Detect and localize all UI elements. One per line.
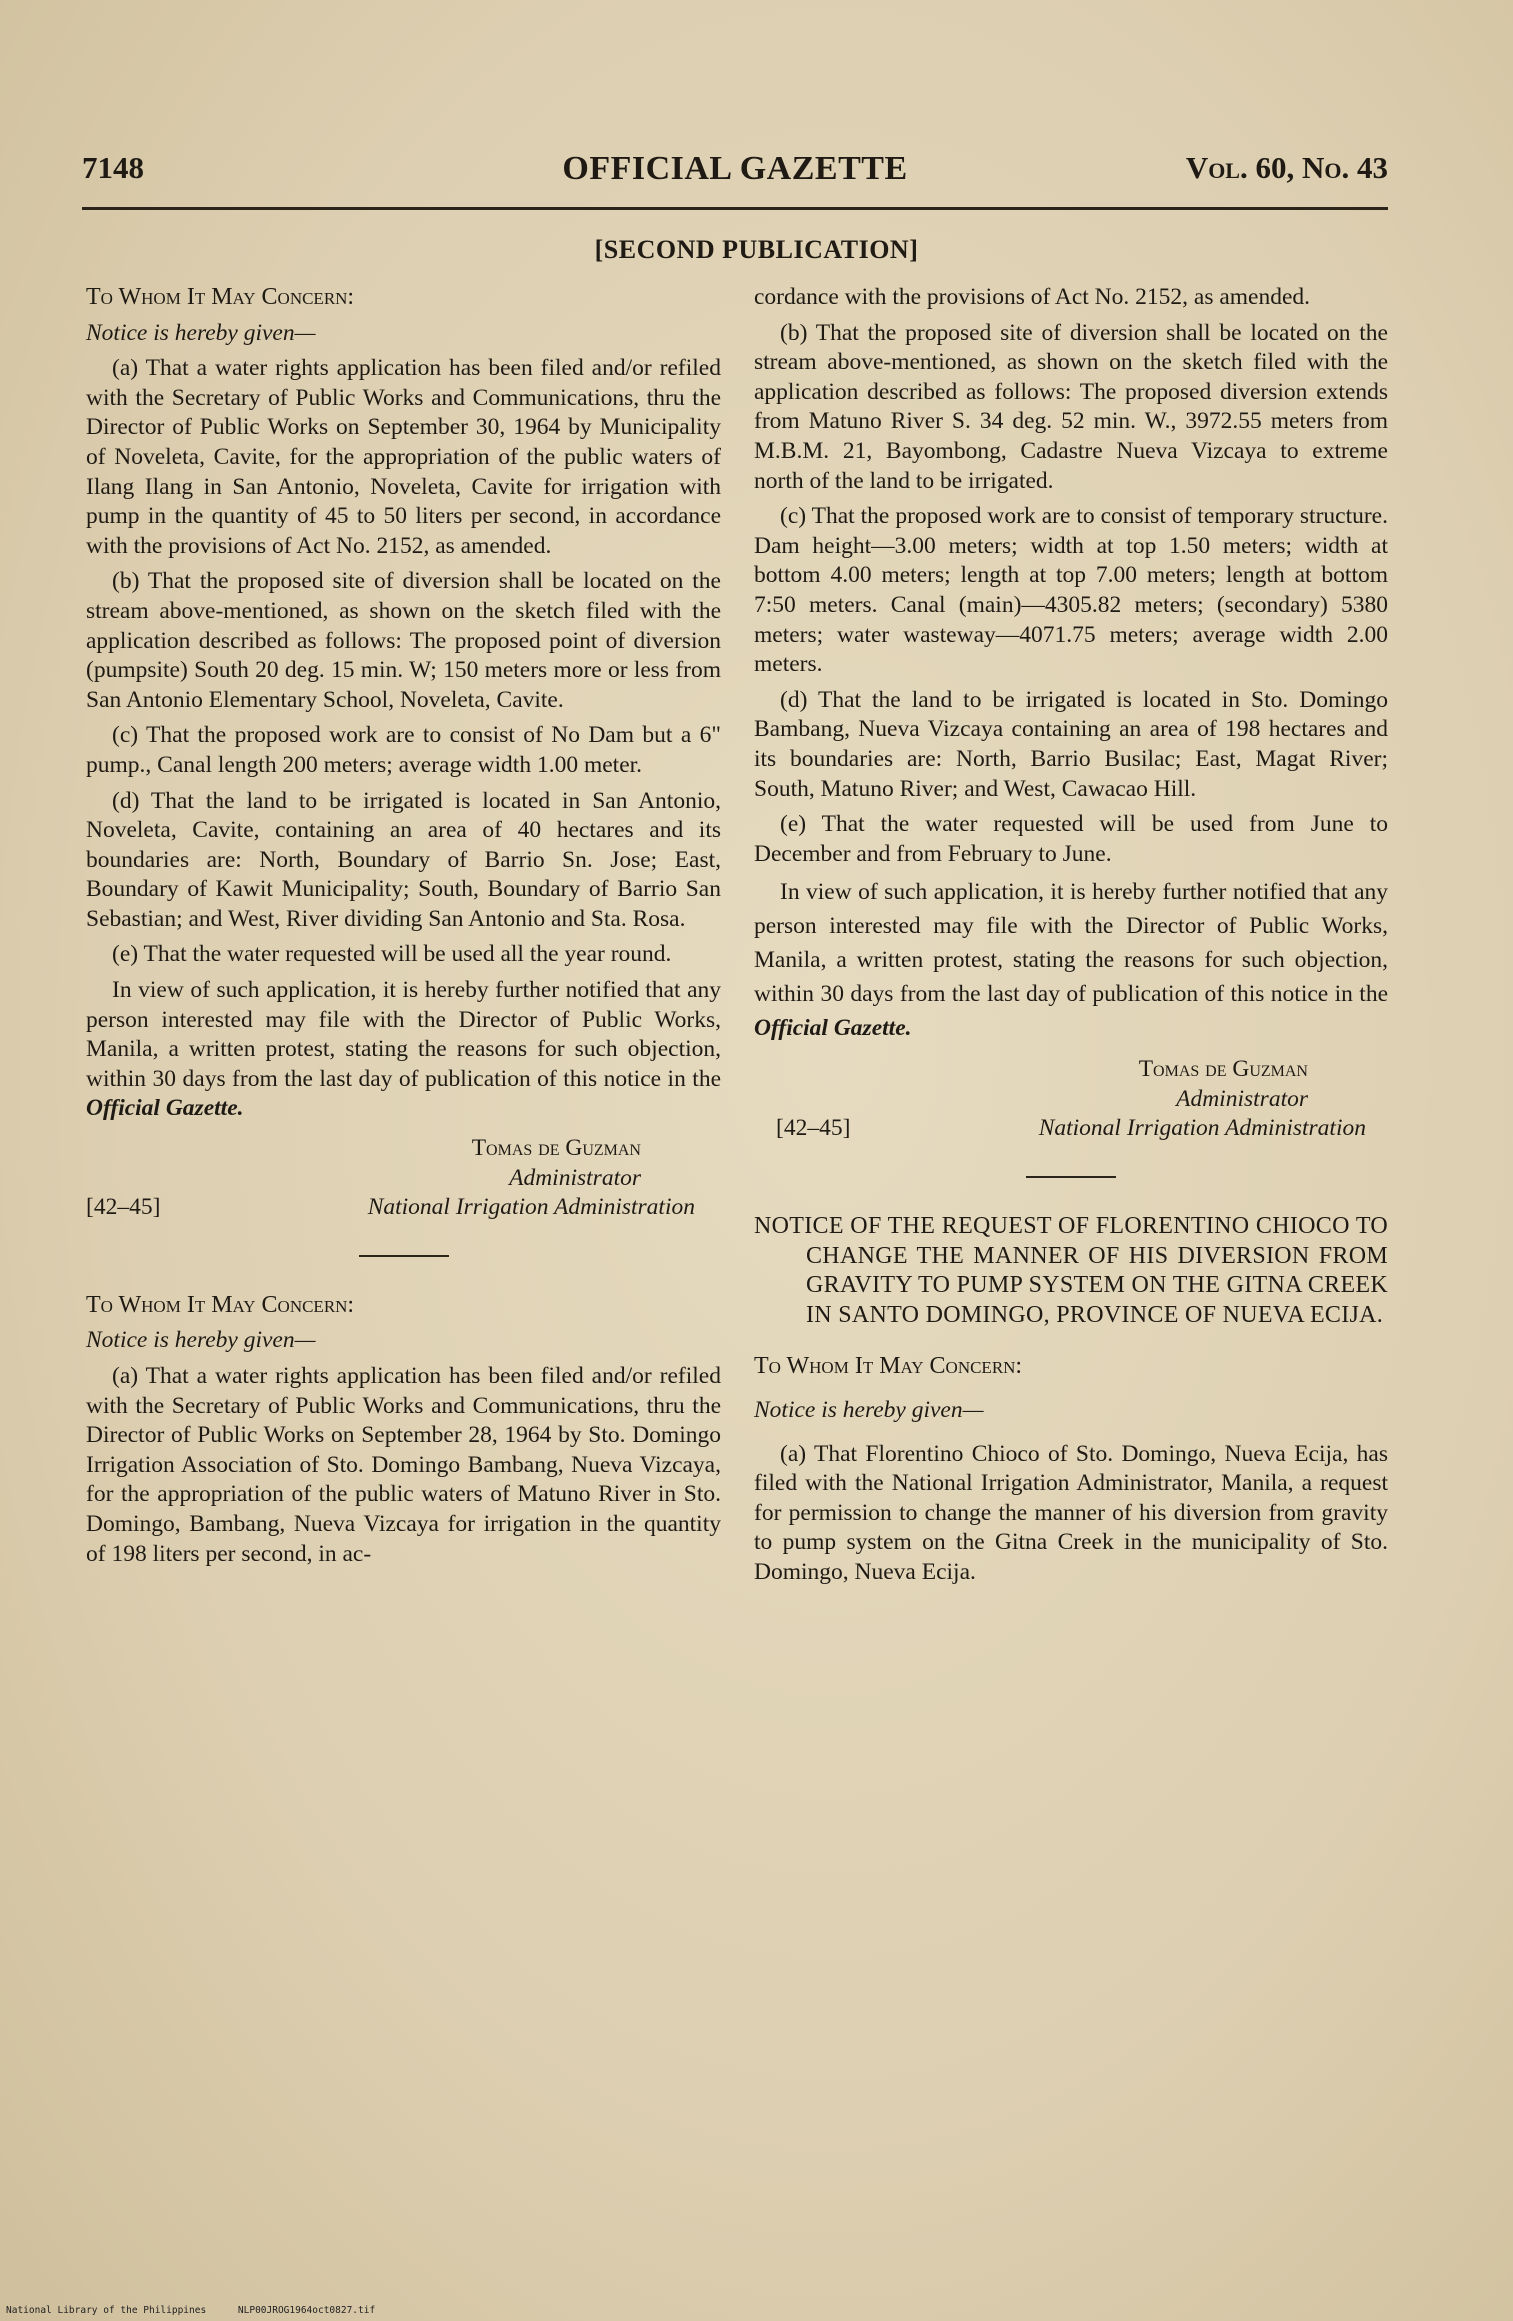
notice1-paragraph-d: (d) That the land to be irrigated is located in San Antonio, Noveleta, Cavite, containing an area of 40 hectares and its boundaries are: North, Boundary of Barrio Sn. Jose; East, Boundary of Kawit Municipality; South, Boundary of Barrio San Sebastian; and West, River dividing San Antonio and Sta. Rosa. bbox=[86, 787, 721, 932]
notice3-salutation: To Whom It May Concern: bbox=[754, 1353, 1023, 1380]
notice2-signatory-title: Administrator bbox=[1176, 1085, 1308, 1112]
right-column bbox=[754, 283, 1388, 1594]
notice2-closing: In view of such application, it is hereby further notified that any person interested may file with the Director of Public Works, Manila, a written protest, stating the reasons for such objection, within 30 days from the last day of publication of this notice in the Official Gazette. bbox=[754, 879, 1388, 1042]
notice2-intro: Notice is hereby given— bbox=[86, 1327, 316, 1354]
notice2-signatory: Tomas de Guzman bbox=[1138, 1056, 1308, 1083]
notice2-ref: [42–45] bbox=[776, 1115, 851, 1142]
notice1-paragraph-b: (b) That the proposed site of diversion shall be located on the stream above-mentioned, as shown on the sketch filed with the application described as follows: The proposed point of diversion (pumpsite) South 20 deg. 15 min. W; 150 meters more or less from San Antonio Elementary School, Noveleta, Cavite. bbox=[86, 568, 721, 713]
page-number: 7148 bbox=[82, 150, 144, 185]
notice1-ref: [42–45] bbox=[86, 1194, 161, 1221]
volume-number: Vol. 60, No. 43 bbox=[1185, 150, 1388, 185]
scan-footer bbox=[6, 2305, 401, 2316]
notice2-paragraph-a: (a) That a water rights application has been filed and/or refiled with the Secretary of Public Works and Communications, thru the Director of Public Works on September 28, 1964 by Sto. Domingo Irrigation Association of Sto. Domingo Bambang, Nueva Vizcaya, for the appropriation of the public waters of Matuno River in Sto. Domingo, Bambang, Nueva Vizcaya for irrigation in the quantity of 198 liters per second, in ac- bbox=[86, 1363, 721, 1567]
notice1-paragraph-e: (e) That the water requested will be used all the year round. bbox=[112, 941, 672, 968]
notice1-signatory-title: Administrator bbox=[509, 1164, 641, 1191]
notice3-title: NOTICE OF THE REQUEST OF FLORENTINO CHIOCO TO CHANGE THE MANNER OF HIS DIVERSION FROM GRAVITY TO PUMP SYSTEM ON THE GITNA CREEK IN SANTO DOMINGO, PROVINCE OF NUEVA ECIJA. bbox=[754, 1213, 1388, 1328]
notice2-paragraph-c: (c) That the proposed work are to consist of temporary structure. Dam height—3.00 meters; width at top 1.50 meters; width at bottom 4.00 meters; length at top 7.00 meters; length at bottom 7:50 meters. Canal (main)—4305.82 meters; (secondary) 5380 meters; water wasteway—4071.75 meters; average width 2.00 meters. bbox=[754, 503, 1388, 678]
notice1-paragraph-c: (c) That the proposed work are to consist of No Dam but a 6" pump., Canal length 200 meters; average width 1.00 meter. bbox=[86, 722, 721, 778]
notice2-signature-line bbox=[754, 1114, 1388, 1144]
footer-filename: NLP00JROG1964oct0827.tif bbox=[237, 2305, 376, 2316]
left-column bbox=[86, 283, 721, 1575]
notice2-paragraph-d: (d) That the land to be irrigated is located in Sto. Domingo Bambang, Nueva Vizcaya containing an area of 198 hectares and its boundaries are: North, Barrio Busilac; East, Magat River; South, Matuno River; and West, Cawacao Hill. bbox=[754, 686, 1388, 802]
notice2-paragraph-a-continued: cordance with the provisions of Act No. 2152, as amended. bbox=[754, 284, 1311, 310]
notice1-agency: National Irrigation Administration bbox=[367, 1194, 695, 1221]
notice-divider bbox=[359, 1255, 449, 1257]
official-gazette-ref: Official Gazette. bbox=[86, 1095, 244, 1122]
notice1-signature-line bbox=[86, 1193, 721, 1223]
notice1-salutation: To Whom It May Concern: bbox=[86, 284, 355, 310]
publication-heading: [SECOND PUBLICATION] bbox=[594, 235, 919, 264]
header-rule bbox=[82, 207, 1388, 210]
notice3-paragraph-a: (a) That Florentino Chioco of Sto. Domingo, Nueva Ecija, has filed with the National Irrigation Administrator, Manila, a request for permission to change the manner of his diversion from gravity to pump system on the Gitna Creek in the municipality of Sto. Domingo, Nueva Ecija. bbox=[754, 1440, 1388, 1585]
notice1-signatory: Tomas de Guzman bbox=[471, 1135, 641, 1162]
notice2-agency: National Irrigation Administration bbox=[1038, 1115, 1366, 1142]
footer-library: National Library of the Philippines bbox=[6, 2305, 207, 2316]
notice1-intro: Notice is hereby given— bbox=[86, 319, 316, 346]
notice3-intro: Notice is hereby given— bbox=[754, 1397, 984, 1424]
notice-divider bbox=[1026, 1176, 1116, 1178]
gazette-title: OFFICIAL GAZETTE bbox=[562, 150, 908, 187]
notice2-paragraph-b: (b) That the proposed site of diversion shall be located on the stream above-mentioned, as shown on the sketch filed with the application described as follows: The proposed diversion extends from Matuno River S. 34 deg. 52 min. W., 3972.55 meters from M.B.M. 21, Bayombong, Cadastre Nueva Vizcaya to extreme north of the land to be irrigated. bbox=[754, 319, 1388, 494]
page-header bbox=[82, 150, 1388, 190]
notice2-paragraph-e: (e) That the water requested will be used from June to December and from February to June. bbox=[754, 811, 1388, 867]
notice1-closing: In view of such application, it is hereby further notified that any person interested may file with the Director of Public Works, Manila, a written protest, stating the reasons for such objection, within 30 days from the last day of publication of this notice in the Official Gazette. bbox=[86, 977, 721, 1122]
notice1-paragraph-a: (a) That a water rights application has been filed and/or refiled with the Secretary of Public Works and Communications, thru the Director of Public Works on September 30, 1964 by Municipality of Noveleta, Cavite, for the appropriation of the public waters of Ilang Ilang in San Antonio, Noveleta, Cavite for irrigation with pump in the quantity of 45 to 50 liters per second, in accordance with the provisions of Act No. 2152, as amended. bbox=[86, 355, 721, 559]
official-gazette-ref: Official Gazette. bbox=[754, 1015, 912, 1042]
notice2-salutation: To Whom It May Concern: bbox=[86, 1291, 355, 1318]
